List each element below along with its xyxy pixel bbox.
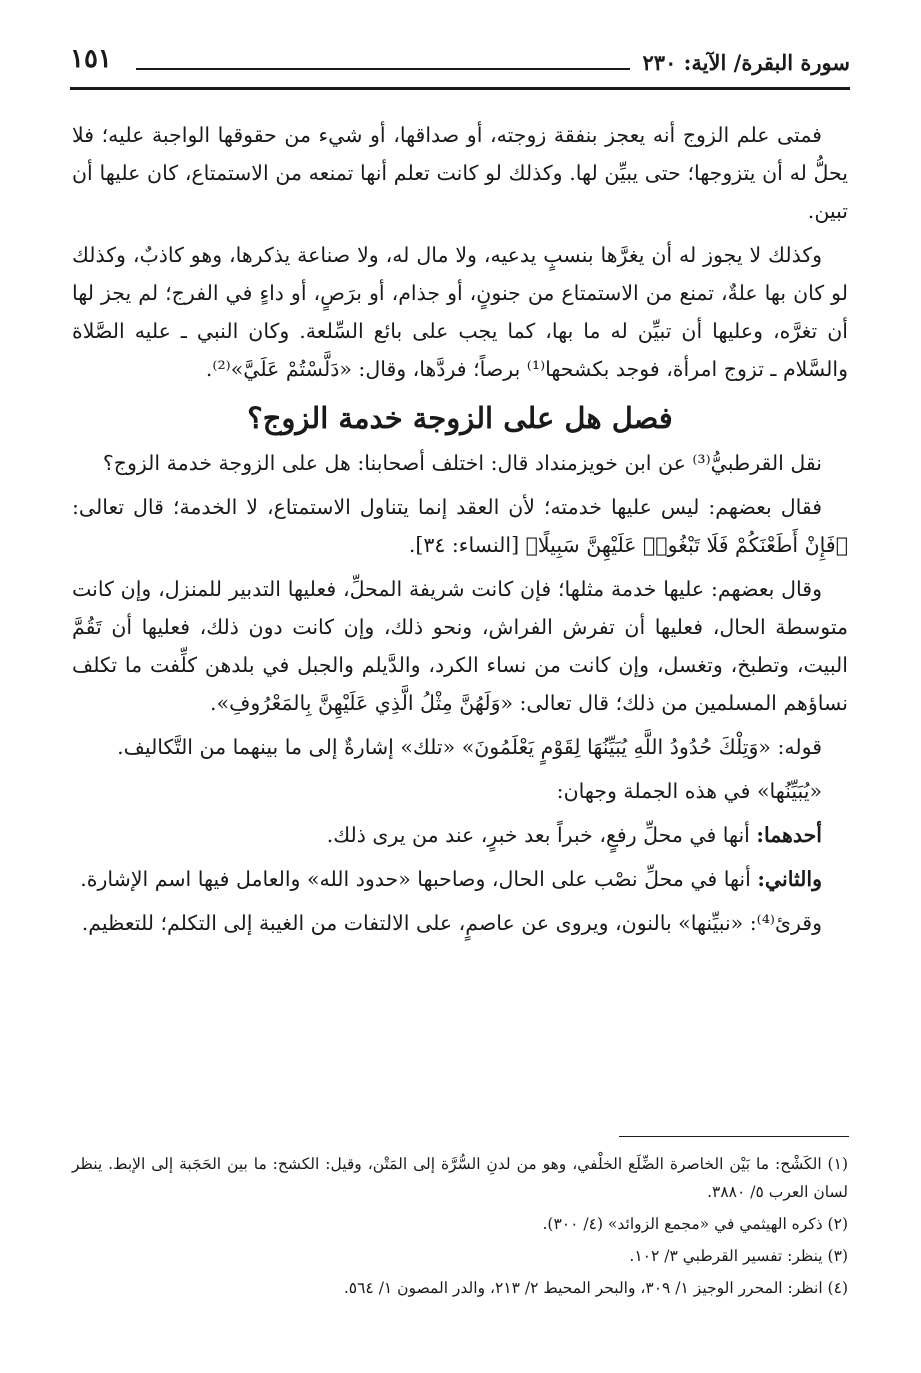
footnote-separator <box>619 1136 849 1137</box>
footnote-3: (٣) ينظر: تفسير القرطبي ٣/ ١٠٢. <box>629 1247 848 1265</box>
paragraph-2: وكذلك لا يجوز له أن يغرَّها بنسبٍ يدعيه، ولا مال له، ولا صناعة يذكرها، وهو كاذبٌ، وكذلك لو كان بها علةٌ، تمنع من الاستمتاع من جنونٍ، أو جذام، أو برَصٍ، أو داءٍ في الفرج؛ لم يجز لها أن تغرَّه، وعليها أن تبيِّن له ما بها، كما يجب على بائع السِّلعة. وكان النبي ـ عليه الصَّلاة والسَّلام ـ تزوج امرأة، فوجد بكشحها⁽¹⁾ برصاً؛ فردَّها، وقال: «دَلَّسْتُمْ عَلَيَّ»⁽²⁾. <box>72 243 848 381</box>
header-dash-line <box>136 68 630 70</box>
header-title: سورة البقرة/ الآية: ٢٣٠ <box>642 50 850 75</box>
first-view-text: أنها في محلِّ رفعٍ، خبراً بعد خبرٍ، عند من يرى ذلك. <box>326 823 757 847</box>
paragraph-3: نقل القرطبيُّ⁽³⁾ عن ابن خويزمنداد قال: اختلف أصحابنا: هل على الزوجة خدمة الزوج؟ <box>102 451 822 475</box>
paragraph-1: فمتى علم الزوج أنه يعجز بنفقة زوجته، أو صداقها، أو شيء من حقوقها الواجبة عليه؛ فلا يحلُّ له أن يتزوجها؛ حتى يبيِّن لها. وكذلك لو كانت تعلم أنها تمنعه من الاستمتاع، كان عليها أن تبين. <box>72 123 848 223</box>
footnotes <box>72 1150 848 1306</box>
paragraph-5: وقال بعضهم: عليها خدمة مثلها؛ فإن كانت شريفة المحلِّ، فعليها التدبير للمنزل، وإن كانت متوسطة الحال، فعليها أن تفرش الفراش، ونحو ذلك، وإن كانت دون ذلك، فعليها أن تَقُمَّ البيت، وتطبخ، وتغسل، وإن كانت من نساء الكرد، والدَّيلم والجبل في بلدهن كلِّفت ما تكلف نساؤهم المسلمين من ذلك؛ قال تعالى: «وَلَهُنَّ مِثْلُ الَّذِي عَلَيْهِنَّ بِالمَعْرُوفِ». <box>72 577 848 715</box>
main-text <box>72 116 848 948</box>
paragraph-9 <box>72 860 848 898</box>
paragraph-6: قوله: «وَتِلْكَ حُدُودُ اللَّهِ يُبَيِّنُهَا لِقَوْمٍ يَعْلَمُونَ» «تلك» إشارةٌ إلى ما بينهما من التَّكاليف. <box>117 735 822 759</box>
second-view-text: أنها في محلِّ نصْب على الحال، وصاحبها «حدود الله» والعامل فيها اسم الإشارة. <box>80 867 758 891</box>
first-view-label: أحدهما: <box>756 823 822 847</box>
paragraph-4: فقال بعضهم: ليس عليها خدمته؛ لأن العقد إنما يتناول الاستمتاع، لا الخدمة؛ قال تعالى: ﴿فَإِنْ أَطَعْنَكُمْ فَلَا تَبْغُوا۟ عَلَيْهِنَّ سَبِيلًا﴾ [النساء: ٣٤]. <box>72 495 848 557</box>
section-title: فصل هل على الزوجة خدمة الزوج؟ <box>247 401 673 435</box>
page-number: ١٥١ <box>70 44 112 74</box>
paragraph-10: وقرئ⁽⁴⁾: «نبيِّنها» بالنون، ويروى عن عاصمٍ، على الالتفات من الغيبة إلى التكلم؛ للتعظيم. <box>81 911 822 935</box>
header-rule <box>70 87 850 90</box>
footnote-2: (٢) ذكره الهيثمي في «مجمع الزوائد» (٤/ ٣٠٠). <box>542 1215 848 1233</box>
paragraph-8 <box>72 816 848 854</box>
running-header <box>70 40 850 90</box>
footnote-1: (١) الكَشْح: ما بَيْن الخاصرة الضِّلَع الخلْفي، وهو من لدنِ السُّرَّة إلى المَتْن، وقيل: الكشح: ما بين الحَجَبة إلى الإبط. ينظر لسان العرب ٥/ ٣٨٨٠. <box>72 1155 848 1201</box>
footnote-4: (٤) انظر: المحرر الوجيز ١/ ٣٠٩، والبحر المحيط ٢/ ٢١٣، والدر المصون ١/ ٥٦٤. <box>343 1279 848 1297</box>
second-view-label: والثاني: <box>757 867 822 891</box>
paragraph-7: «يُبَيِّنُها» في هذه الجملة وجهان: <box>556 779 822 803</box>
